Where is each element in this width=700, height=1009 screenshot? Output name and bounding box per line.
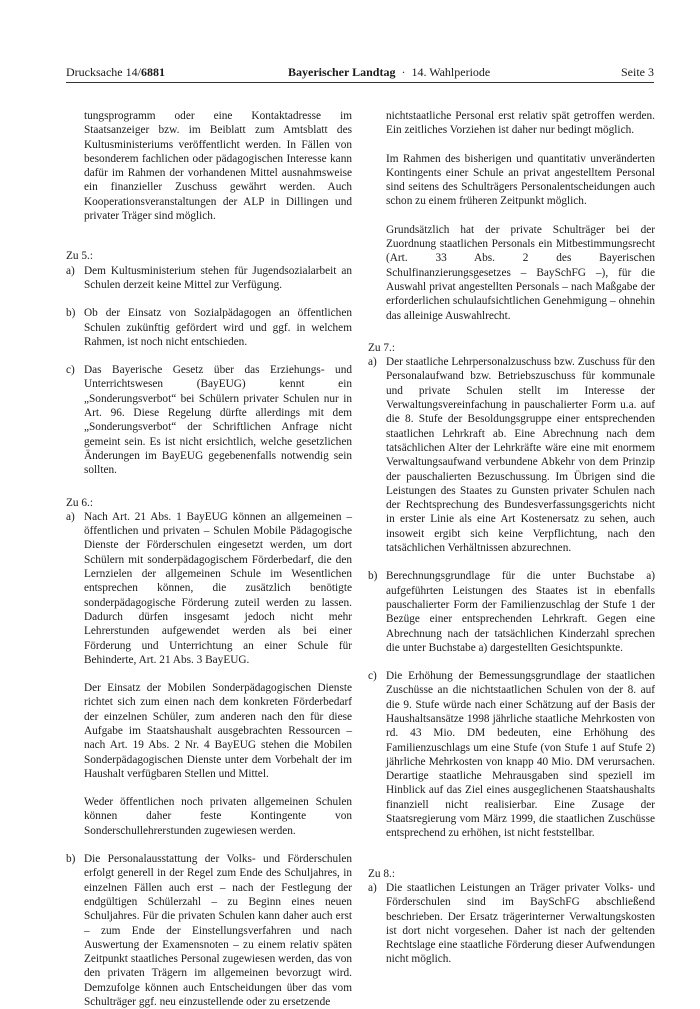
item-text: Nach Art. 21 Abs. 1 BayEUG können an allgemeinen – öffentlichen und privaten – Schulen Mobile Pädagogische Dienste der Förderschulen eingesetzt werden, um dort Schülern mit sonderpädagogischem Förderbedarf, die den Lernzielen der allgemeinen Schule im Wesentlichen entsprechen können, die zusätzlich benötigte sonderpädagogische Förderung zuteil werden zu lassen. Dadurch dürfen insgesamt jedoch nicht mehr Lehrerstunden aufgewendet werden als bei einer Förderung und Unterrichtung an einer Schule für Behinderte, Art. 21 Abs. 3 BayEUG. [84, 510, 352, 666]
item-label: a) [368, 356, 377, 369]
section-heading-7: Zu 7.: [368, 341, 395, 354]
list-item-5b [66, 306, 352, 349]
item-label: a) [368, 881, 377, 894]
list-item-7a [368, 355, 655, 555]
page-number: Seite 3 [621, 65, 654, 79]
publication-title: Bayerischer Landtag · 14. Wahlperiode [288, 65, 491, 79]
item-label: b) [66, 307, 76, 320]
item-label: c) [66, 364, 75, 377]
section-heading-6: Zu 6.: [66, 496, 93, 509]
item-text: Der Einsatz der Mobilen Sonderpädagogischen Dienste richtet sich zum einen nach dem konkreten Förderbedarf der einzelnen Schüler, zum anderen nach den für diese Aufgabe im Staatshaushalt ausgebrachten Ressourcen – nach Art. 19 Abs. 2 Nr. 4 BayEUG stehen die Mobilen Sonderpädagogischen Dienste unter dem Vorbehalt der im Haushalt verfügbaren Stellen und Mittel. [84, 682, 352, 780]
list-item-7c [368, 669, 655, 841]
document-number: Drucksache 14/6881 [66, 65, 165, 79]
paragraph: nichtstaatliche Personal erst relativ spät getroffen werden. Ein zeitliches Vorziehen ist daher nur bedingt möglich. [386, 110, 655, 137]
list-item-7b [368, 569, 655, 655]
item-label: a) [66, 264, 75, 277]
item-text: Die staatlichen Leistungen an Träger privater Volks- und Förderschulen sind im BaySchFG abschließend beschrieben. Der Ersatz trägerinterner Verwaltungskosten ist dort nicht vorgesehen. Daher ist nach der geltenden Rechtslage eine staatliche Förderung dieser Aufwendungen nicht möglich. [386, 881, 655, 966]
item-label: a) [66, 510, 75, 523]
item-text: Die Erhöhung der Bemessungsgrundlage der staatlichen Zuschüsse an die nichtstaatlichen Schulen von der 8. auf die 9. Stufe würde nach einer Schätzung auf der Basis der Haushaltsansätze 1998 jährliche staatliche Mehrkosten von rd. 43 Mio. DM bedeuten, eine Erhöhung des Familienzuschlags um eine Stufe (von Stufe 1 auf Stufe 2) jährliche Mehrkosten von knapp 40 Mio. DM verursachen. Derartige staatliche Mehrausgaben sind speziell im Hinblick auf das Ziel eines ausgeglichenen Staatshaushalts finanziell nicht realisierbar. Eine Zusage der Staatsregierung vom März 1999, die staatlichen Zuschüsse entsprechend zu erhöhen, ist nicht feststellbar. [386, 670, 655, 840]
header-rule [66, 82, 654, 83]
paragraph: Grundsätzlich hat der private Schulträger bei der Zuordnung staatlichen Personals ein Mitbestimmungsrecht (Art. 33 Abs. 2 des Bayerischen Schulfinanzierungsgesetzes – BaySchFG –), für die Auswahl privat angestellten Personals – nach Maßgabe der erforderlichen schulaufsichtlichen Genehmigung – ohnehin das alleinige Auswahlrecht. [386, 223, 655, 322]
item-text: Ob der Einsatz von Sozialpädagogen an öffentlichen Schulen zukünftig gefördert wird und ggf. in welchem Rahmen, ist noch nicht entschieden. [84, 307, 352, 348]
list-item-6a [66, 510, 352, 838]
list-item-6b [66, 852, 352, 1009]
paragraph: tungsprogramm oder eine Kontaktadresse im Staatsanzeiger bzw. im Beiblatt zum Amtsblatt des Kultusministeriums veröffentlicht werden. In Fällen von besonderem fachlichen oder pädagogischen Interesse kann dafür im Rahmen der vorhandenen Mittel ausnahmsweise ein finanzieller Zuschuss gewährt werden. Auch Kooperationsveranstaltungen der ALP in Dillingen und privater Träger sind möglich. [84, 110, 352, 223]
item-label: b) [368, 570, 378, 583]
list-item-8a [368, 881, 655, 967]
page-header [66, 64, 654, 82]
item-text: Berechnungsgrundlage für die unter Buchstabe a) aufgeführten Leistungen des Staates ist in ebenfalls pauschalierter Form der Familienzuschlag der Stufe 1 der Bezüge einer entsprechenden Lehrkraft. Gegen eine Abrechnung nach der tatsächlichen Kinderzahl sprechen die unter Buchstabe a) dargestellten Gesichtspunkte. [386, 570, 655, 654]
item-text: Die Personalausstattung der Volks- und Förderschulen erfolgt generell in der Regel zum Ende des Schuljahres, in einzelnen Fällen auch erst – nach der Festlegung der endgültigen Schülerzahl – zu Beginn eines neuen Schuljahres. Für die privaten Schulen kann daher auch erst – zum Ende der Einstellungsverfahren und nach Auswertung der Examensnoten – zu einem relativ späten Zeitpunkt staatliches Personal zugewiesen werden, das von den privaten Trägern im allgemeinen bevorzugt wird. Demzufolge können auch Entscheidungen über das vom Schulträger ggf. neu einzustellende oder zu ersetzende [84, 853, 352, 1009]
left-column [66, 109, 352, 1009]
item-text: Dem Kultusministerium stehen für Jugendsozialarbeit an Schulen derzeit keine Mittel zur Verfügung. [84, 264, 352, 291]
item-text: Das Bayerische Gesetz über das Erziehungs- und Unterrichtswesen (BayEUG) kennt ein „Sonderungsverbot“ bei Schülern privater Schulen nur in Art. 96. Diese Regelung dürfte allerdings mit dem „Sonderungsverbot“ der Schriftlichen Anfrage nicht gemeint sein. Es ist nicht ersichtlich, welche gesetzlichen Änderungen im BayEUG gegebenenfalls notwendig sein sollten. [84, 364, 352, 477]
paragraph: Im Rahmen des bisherigen und quantitativ unveränderten Kontingents einer Schule an privat angestelltem Personal sind seitens des Schulträgers Personalentscheidungen auch schon zu einem früheren Zeitpunkt möglich. [386, 152, 655, 208]
list-item-5a [66, 264, 352, 293]
item-text: Der staatliche Lehrpersonalzuschuss bzw. Zuschuss für den Personalaufwand bzw. Betriebszuschuss für kommunale und private Schulen stellt im Interesse der Verwaltungsvereinfachung in pauschalierter Form u.a. auf die 8. Stufe der Besoldungsgruppe einer entsprechenden staatlichen Lehrkraft ab. Eine Abrechnung nach dem tatsächlichen Alter der Lehrkräfte wäre eine mit enormem Verwaltungsaufwand verbundene Abkehr von dem Prinzip der pauschalierten Bezuschussung. Im Übrigen sind die Leistungen des Staates zu Gunsten privater Schulen nach der Rechtsprechung des Bundesverfassungsgerichts nicht in erster Linie als eine Art Kostenersatz zu sehen, auch insoweit ergibt sich keine Verpflichtung, nach den tatsächlichen Verhältnissen abzurechnen. [386, 356, 655, 555]
right-column [368, 109, 655, 967]
item-label: b) [66, 853, 76, 866]
section-heading-8: Zu 8.: [368, 867, 395, 880]
item-label: c) [368, 670, 377, 683]
list-item-5c [66, 363, 352, 477]
item-text: Weder öffentlichen noch privaten allgemeinen Schulen können daher feste Kontingente von Sonderschullehrerstunden zugewiesen werden. [84, 796, 352, 837]
section-heading-5: Zu 5.: [66, 250, 93, 263]
